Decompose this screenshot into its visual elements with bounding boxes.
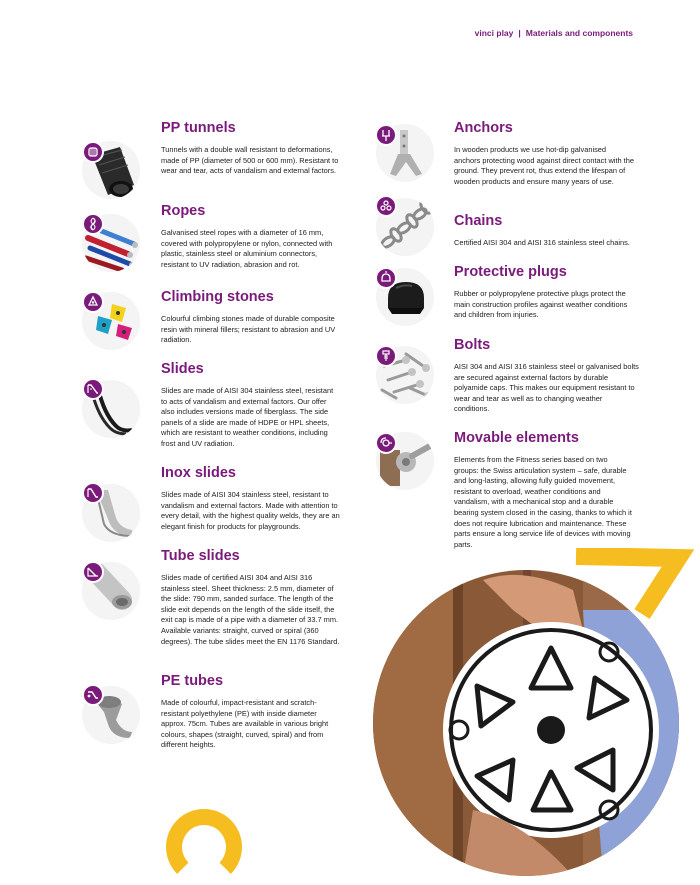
movable-elements-description: Elements from the Fitness series based on two groups: the Swiss articulation system – safe, durable and long-lasting, allowing fully guided movement, resistant to overload, weather conditions and vandalism, with a mechanical stop and a durable bearing system closed in the casing, thanks to which it does not require lubrication and maintenance. These parts ensure a long service life of devices with moving parts. (454, 455, 632, 549)
protective-plugs-description: Rubber or polypropylene protective plugs protect the main construction profiles against weather conditions and children from injuries. (454, 289, 628, 320)
bolts-description: AISI 304 and AISI 316 stainless steel or galvanised bolts are secured against external factors by durable polyamide caps. This makes our equipment resistant to wear and tear as well as to changing weather conditions. (454, 362, 639, 414)
section-climbing-stones (161, 289, 341, 346)
inox-slide-icon (82, 482, 104, 504)
section-tube-slides (161, 548, 341, 647)
movable-elements-title: Movable elements (454, 430, 579, 446)
slides-title: Slides (161, 361, 204, 377)
section-ropes (161, 203, 346, 270)
pe-tube-icon (82, 684, 104, 706)
bolt-icon (375, 345, 397, 367)
pp-tunnels-title: PP tunnels (161, 120, 236, 136)
tube-slide-icon (82, 561, 104, 583)
slide-icon (82, 378, 104, 400)
fitness-wheel-photo (373, 570, 679, 876)
section-pp-tunnels (161, 120, 341, 177)
anchor-icon (375, 124, 397, 146)
section-anchors (454, 120, 634, 187)
section-pe-tubes (161, 673, 341, 751)
yellow-arc-decoration (166, 809, 242, 885)
rope-icon (82, 213, 104, 235)
page-header (475, 28, 633, 38)
joint-icon (375, 432, 397, 454)
section-protective-plugs (454, 264, 634, 321)
climbing-stone-icon (82, 291, 104, 313)
tunnel-icon (82, 141, 104, 163)
anchors-description: In wooden products we use hot-dip galvanised anchors protecting wood against direct contact with the ground. They prevent rot, thus extend the lifespan of wooden products and ensure many years of use. (454, 145, 634, 186)
brand-name: vinci play (474, 28, 514, 38)
ropes-title: Ropes (161, 203, 206, 219)
section-slides (161, 361, 341, 450)
protective-plugs-title: Protective plugs (454, 264, 567, 280)
bolts-title: Bolts (454, 337, 491, 353)
tube-slides-title: Tube slides (161, 548, 240, 564)
section-movable-elements (454, 430, 634, 550)
climbing-stones-description: Colourful climbing stones made of durable composite resin with mineral fillers; resistant to abrasion and UV radiation. (161, 314, 336, 345)
chain-icon (375, 195, 397, 217)
chains-title: Chains (454, 213, 503, 229)
plug-icon (375, 267, 397, 289)
anchors-title: Anchors (454, 120, 513, 136)
pe-tubes-description: Made of colourful, impact-resistant and scratch-resistant polyethylene (PE) with inside diameter approx. 75cm. Tubes are available in various bright colours, shapes (straight, curved, spiral) and from different heights. (161, 698, 329, 750)
section-inox-slides (161, 465, 346, 532)
slides-description: Slides are made of AISI 304 stainless steel, resistant to acts of vandalism and external factors. Our offer also includes versions made of fiberglass. The side panels of a slide are made of HDPE or HPL sheets, which are resistant to weather conditions, including frost and UV radiation. (161, 386, 334, 448)
chains-description: Certified AISI 304 and AISI 316 stainless steel chains. (454, 238, 630, 247)
section-title: Materials and components (525, 28, 633, 38)
inox-slides-title: Inox slides (161, 465, 236, 481)
pe-tubes-title: PE tubes (161, 673, 224, 689)
inox-slides-description: Slides made of AISI 304 stainless steel, resistant to vandalism and external factors. Made with attention to every detail, with the highest quality welds, they are an elegant finish for products for playgrounds. (161, 490, 340, 531)
pp-tunnels-description: Tunnels with a double wall resistant to deformations, made of PP (diameter of 500 or 600 mm). Resistant to wear and tear, acts of vandalism and external factors. (161, 145, 339, 176)
section-chains (454, 213, 639, 249)
section-bolts (454, 337, 639, 415)
ropes-description: Galvanised steel ropes with a diameter of 16 mm, covered with polypropylene or nylon, connected with plastic, stainless steel or aluminium connectors, resistant to UV radiation, abrasion and rot. (161, 228, 333, 269)
climbing-stones-title: Climbing stones (161, 289, 274, 305)
tube-slides-description: Slides made of certified AISI 304 and AISI 316 stainless steel. Sheet thickness: 2.5 mm, diameter of the slide: 790 mm, sanded surface. The length of the slide exit depends on the length of the slide itself, the exit cap is made of a pipe with a diameter of 33.7 mm. Available variants: straight, curved or spiral (360 degrees). The tube slides meet the EN 1176 Standard. (161, 573, 340, 646)
header-separator: | (518, 28, 521, 38)
